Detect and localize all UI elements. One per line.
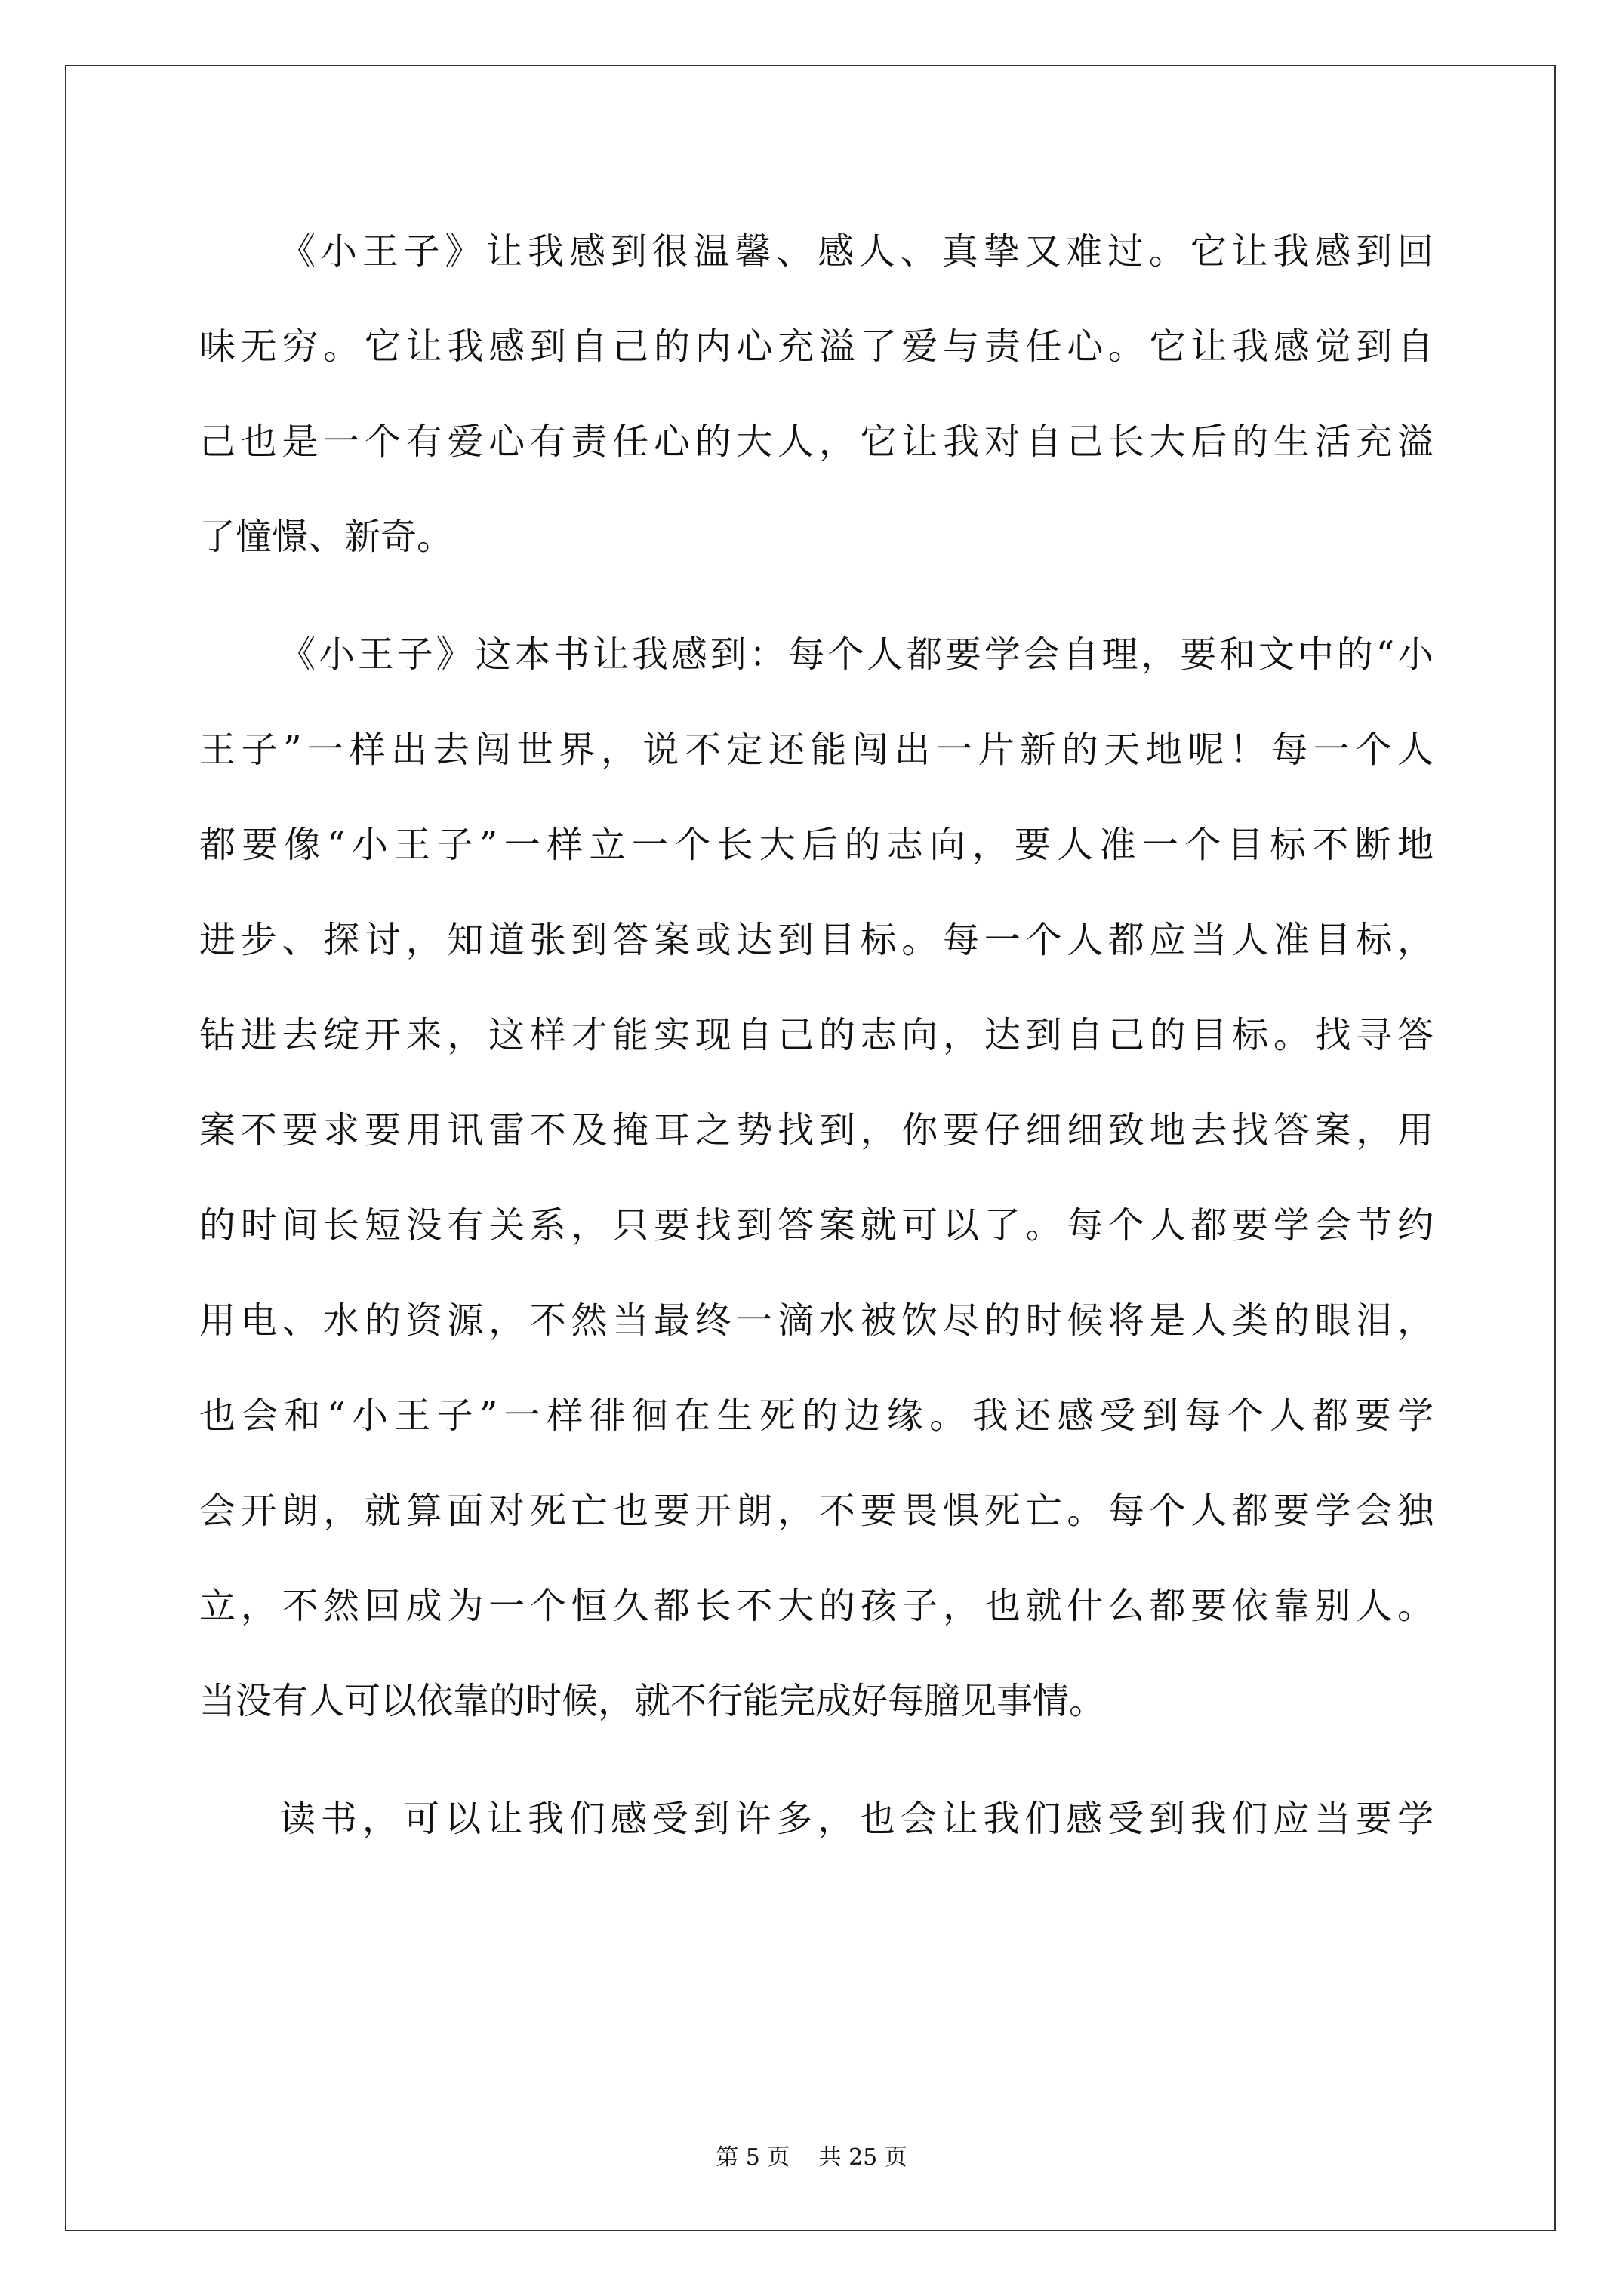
text-line: 用电、水的资源，不然当最终一滴水被饮尽的时候将是人类的眼泪， <box>199 1299 1434 1342</box>
page-footer <box>0 2138 1623 2171</box>
paragraph-spacer <box>199 1749 1434 1771</box>
text-line: 也会和“小王子”一样徘徊在生死的边缘。我还感受到每个人都要学 <box>199 1395 1434 1437</box>
text-line: 己也是一个有爱心有责任心的大人，它让我对自己长大后的生活充溢 <box>199 421 1434 463</box>
document-body <box>199 204 1434 1866</box>
text-line: 立，不然回成为一个恒久都长不大的孩子，也就什么都要依靠别人。 <box>199 1585 1434 1627</box>
text-line: 进步、探讨，知道张到答案或达到目标。每一个人都应当人准目标， <box>199 919 1434 961</box>
text-line: 《小王子》让我感到很温馨、感人、真挚又难过。它让我感到回 <box>279 230 1434 273</box>
page-total: 共 25 页 <box>818 2144 907 2171</box>
page-number: 第 5 页 <box>716 2144 790 2171</box>
paragraph-spacer <box>199 584 1434 607</box>
footer-separator <box>790 2144 818 2171</box>
text-line: 会开朗，就算面对死亡也要开朗，不要畏惧死亡。每个人都要学会独 <box>199 1490 1434 1532</box>
paragraph-3 <box>199 1771 1434 1866</box>
text-line: 《小王子》这本书让我感到：每个人都要学会自理，要和文中的“小 <box>279 633 1434 676</box>
paragraph-2 <box>199 607 1434 1749</box>
text-line: 当没有人可以依靠的时候，就不行能完成好每膪见事情。 <box>199 1680 1106 1722</box>
text-line: 味无穷。它让我感到自己的内心充溢了爱与责任心。它让我感觉到自 <box>199 325 1434 368</box>
text-line: 了憧憬、新奇。 <box>199 516 454 558</box>
text-line: 王子”一样出去闯世界，说不定还能闯出一片新的天地呢！每一个人 <box>199 729 1434 771</box>
text-line: 读书，可以让我们感受到许多，也会让我们感受到我们应当要学 <box>279 1798 1434 1840</box>
text-line: 案不要求要用讯雷不及掩耳之势找到，你要仔细细致地去找答案，用 <box>199 1109 1434 1151</box>
paragraph-1 <box>199 204 1434 584</box>
text-line: 都要像“小王子”一样立一个长大后的志向，要人准一个目标不断地 <box>199 824 1434 866</box>
text-line: 钻进去绽开来，这样才能实现自己的志向，达到自己的目标。找寻答 <box>199 1014 1434 1056</box>
text-line: 的时间长短没有关系，只要找到答案就可以了。每个人都要学会节约 <box>199 1204 1434 1247</box>
